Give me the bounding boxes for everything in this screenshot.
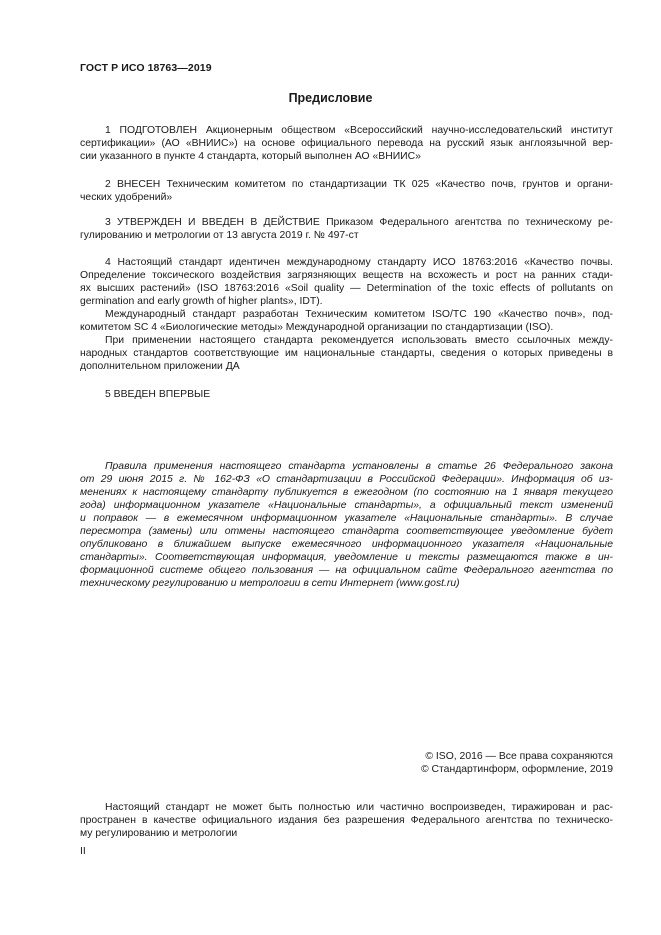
foreword-item-3 xyxy=(80,216,613,242)
standard-application-notice xyxy=(80,460,613,590)
text-line: При применении настоящего стандарта рекомендуется использовать вместо ссылочных между- xyxy=(105,335,613,346)
text-line: стандарты». Соответствующая информация, уведомление и тексты размещаются также в ин- xyxy=(80,552,613,563)
text-line: сии указанного в пункте 4 стандарта, который выполнен АО «ВНИИС» xyxy=(80,151,421,162)
copyright-block xyxy=(421,750,613,776)
reproduction-notice xyxy=(80,801,613,840)
text-line: Правила применения настоящего стандарта установлены в статье 26 Федерального закона xyxy=(105,461,613,472)
text-line: 2 ВНЕСЕН Техническим комитетом по стандартизации ТК 025 «Качество почв, грунтов и органи- xyxy=(105,179,613,190)
foreword-item-4 xyxy=(80,256,613,373)
copyright-iso: © ISO, 2016 — Все права сохраняются xyxy=(425,751,613,762)
text-line: 3 УТВЕРЖДЕН И ВВЕДЕН В ДЕЙСТВИЕ Приказом Федерального агентства по техническому ре- xyxy=(105,217,613,228)
foreword-item-1 xyxy=(80,124,613,163)
page-number: II xyxy=(80,846,86,857)
text-line: Международный стандарт разработан Техническим комитетом ISO/TC 190 «Качество почв», под- xyxy=(105,309,613,320)
text-line: дополнительном приложении ДА xyxy=(80,361,240,372)
text-line: народных стандартов соответствующие им национальные стандарты, сведения о которых приведены в xyxy=(80,348,613,359)
foreword-item-5 xyxy=(80,388,613,401)
page-title: Предисловие xyxy=(288,91,373,105)
text-line: пространен в качестве официального издания без разрешения Федерального агентства по техническо- xyxy=(80,815,613,826)
text-line: гулированию и метрологии от 13 августа 2019 г. № 497-ст xyxy=(80,230,359,241)
text-line: Определение токсического воздействия загрязняющих веществ на всхожесть и рост на ранних стади- xyxy=(80,270,613,281)
copyright-standartinform: © Стандартинформ, оформление, 2019 xyxy=(420,764,613,775)
text-line: му регулированию и метрологии xyxy=(80,828,238,839)
text-line: комитетом SC 4 «Биологические методы» Международной организации по стандартизации (ISO). xyxy=(80,322,554,333)
text-line: опубликовано в ближайшем выпуске ежемесячного информационного указателя «Национальные xyxy=(80,539,613,550)
text-line: от 29 июня 2015 г. № 162-ФЗ «О стандартизации в Российской Федерации». Информация об из- xyxy=(80,474,613,485)
text-line: germination and early growth of higher plants», IDT). xyxy=(80,296,323,307)
text-line: 1 ПОДГОТОВЛЕН Акционерным обществом «Всероссийский научно-исследовательский институт xyxy=(105,125,613,136)
text-line: формационной системе общего пользования — на официальном сайте Федерального агентства по xyxy=(80,565,613,576)
text-line: сертификации» (АО «ВНИИС») на основе официального перевода на русский язык англоязычной вер- xyxy=(80,138,613,149)
text-line: и поправок — в ежемесячном информационном указателе «Национальные стандарты». В случае xyxy=(80,513,613,524)
text-line: 4 Настоящий стандарт идентичен международному стандарту ИСО 18763:2016 «Качество почвы. xyxy=(105,257,613,268)
standard-code: ГОСТ Р ИСО 18763—2019 xyxy=(80,62,212,74)
foreword-item-2 xyxy=(80,178,613,204)
text-line: менениях к настоящему стандарту публикуется в ежегодном (по состоянию на 1 января текущего xyxy=(80,487,613,498)
text-line: пересмотра (замены) или отмены настоящего стандарта соответствующее уведомление будет xyxy=(80,526,613,537)
text-line: Настоящий стандарт не может быть полностью или частично воспроизведен, тиражирован и рас- xyxy=(105,802,613,813)
text-line: года) информационном указателе «Национальные стандарты», а официальный текст изменений xyxy=(80,500,613,511)
text-line: техническому регулированию и метрологии в сети Интернет (www.gost.ru) xyxy=(80,578,460,589)
text-line: ях высших растений» (ISO 18763:2016 «Soil quality — Determination of the toxic effects of pollutants on xyxy=(80,283,613,294)
text-line: 5 ВВЕДЕН ВПЕРВЫЕ xyxy=(105,389,211,400)
text-line: ческих удобрений» xyxy=(80,192,173,203)
